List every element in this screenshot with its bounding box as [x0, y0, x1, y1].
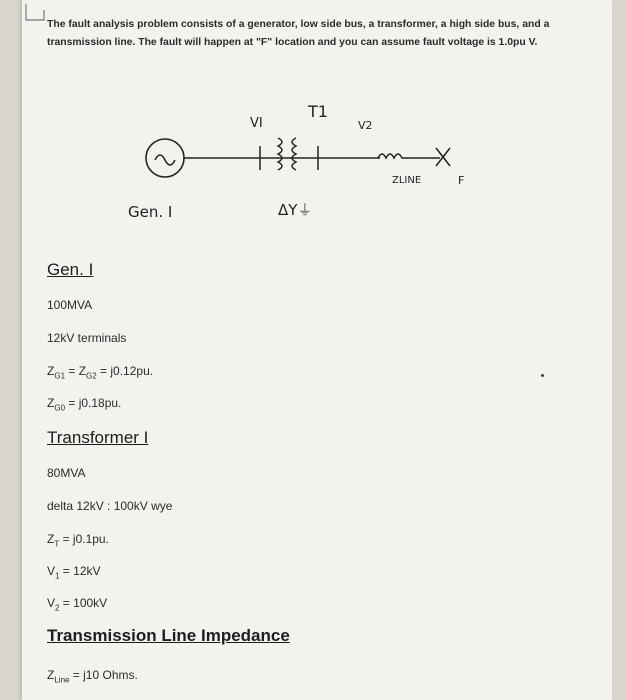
v-value: = 100kV: [59, 596, 108, 610]
label-f: F: [458, 174, 465, 187]
z-equals: = Z: [65, 364, 87, 378]
v-value: = 12kV: [59, 564, 101, 578]
problem-statement: The fault analysis problem consists of a generator, low side bus, a transformer, a high side bus, and a transmission line. The fault will happen at "F" location and you can assume fault voltage is 1.0pu V.: [47, 19, 550, 48]
gen-zero-impedance: [47, 396, 121, 412]
gen-positive-negative-impedance: [47, 364, 153, 380]
gen-section-title: Gen. I: [47, 260, 94, 279]
fault-x-icon: [436, 148, 450, 166]
label-v2: V2: [358, 119, 373, 132]
v-symbol: V: [47, 596, 56, 610]
z-subscript-g0: G0: [54, 403, 66, 413]
z-symbol: Z: [47, 668, 55, 682]
z-subscript-t: T: [54, 539, 60, 549]
label-gen: Gen. I: [128, 203, 173, 221]
gen-rating: 100MVA: [47, 298, 93, 312]
z-symbol: Z: [47, 532, 55, 546]
generator-symbol: [146, 139, 184, 177]
line-impedance: [47, 668, 138, 684]
line-impedance-symbol: [378, 154, 440, 158]
one-line-diagram: [110, 100, 490, 230]
v-subscript-1: 1: [55, 571, 60, 581]
transformer-v2: [47, 596, 107, 612]
z-value: = j10 Ohms.: [69, 668, 138, 682]
z-value: = j0.18pu.: [65, 396, 122, 410]
stray-dot: [541, 374, 544, 377]
z-symbol: Z: [47, 364, 55, 378]
z-symbol: Z: [47, 396, 55, 410]
label-connection: ΔY⏚: [278, 201, 313, 219]
label-t1: T1: [308, 102, 328, 121]
transformer-symbol: [278, 138, 296, 170]
transformer-rating: 80MVA: [47, 466, 86, 480]
gen-terminals: 12kV terminals: [47, 331, 127, 345]
z-subscript-g2: G2: [86, 371, 97, 381]
transformer-section-title: Transformer I: [47, 428, 149, 447]
label-v1: VI: [250, 116, 263, 131]
line-section-title: Transmission Line Impedance: [47, 626, 290, 645]
z-subscript-line: Line: [54, 675, 70, 685]
transformer-v1: [47, 564, 101, 580]
transformer-impedance: [47, 532, 109, 548]
z-value: = j0.1pu.: [59, 532, 109, 546]
transformer-voltage: delta 12kV : 100kV wye: [47, 499, 173, 513]
v-symbol: V: [47, 564, 56, 578]
z-subscript-g1: G1: [54, 371, 66, 381]
label-zline: ZLINE: [392, 175, 422, 186]
v-subscript-2: 2: [55, 603, 60, 613]
z-value: = j0.12pu.: [96, 364, 154, 378]
